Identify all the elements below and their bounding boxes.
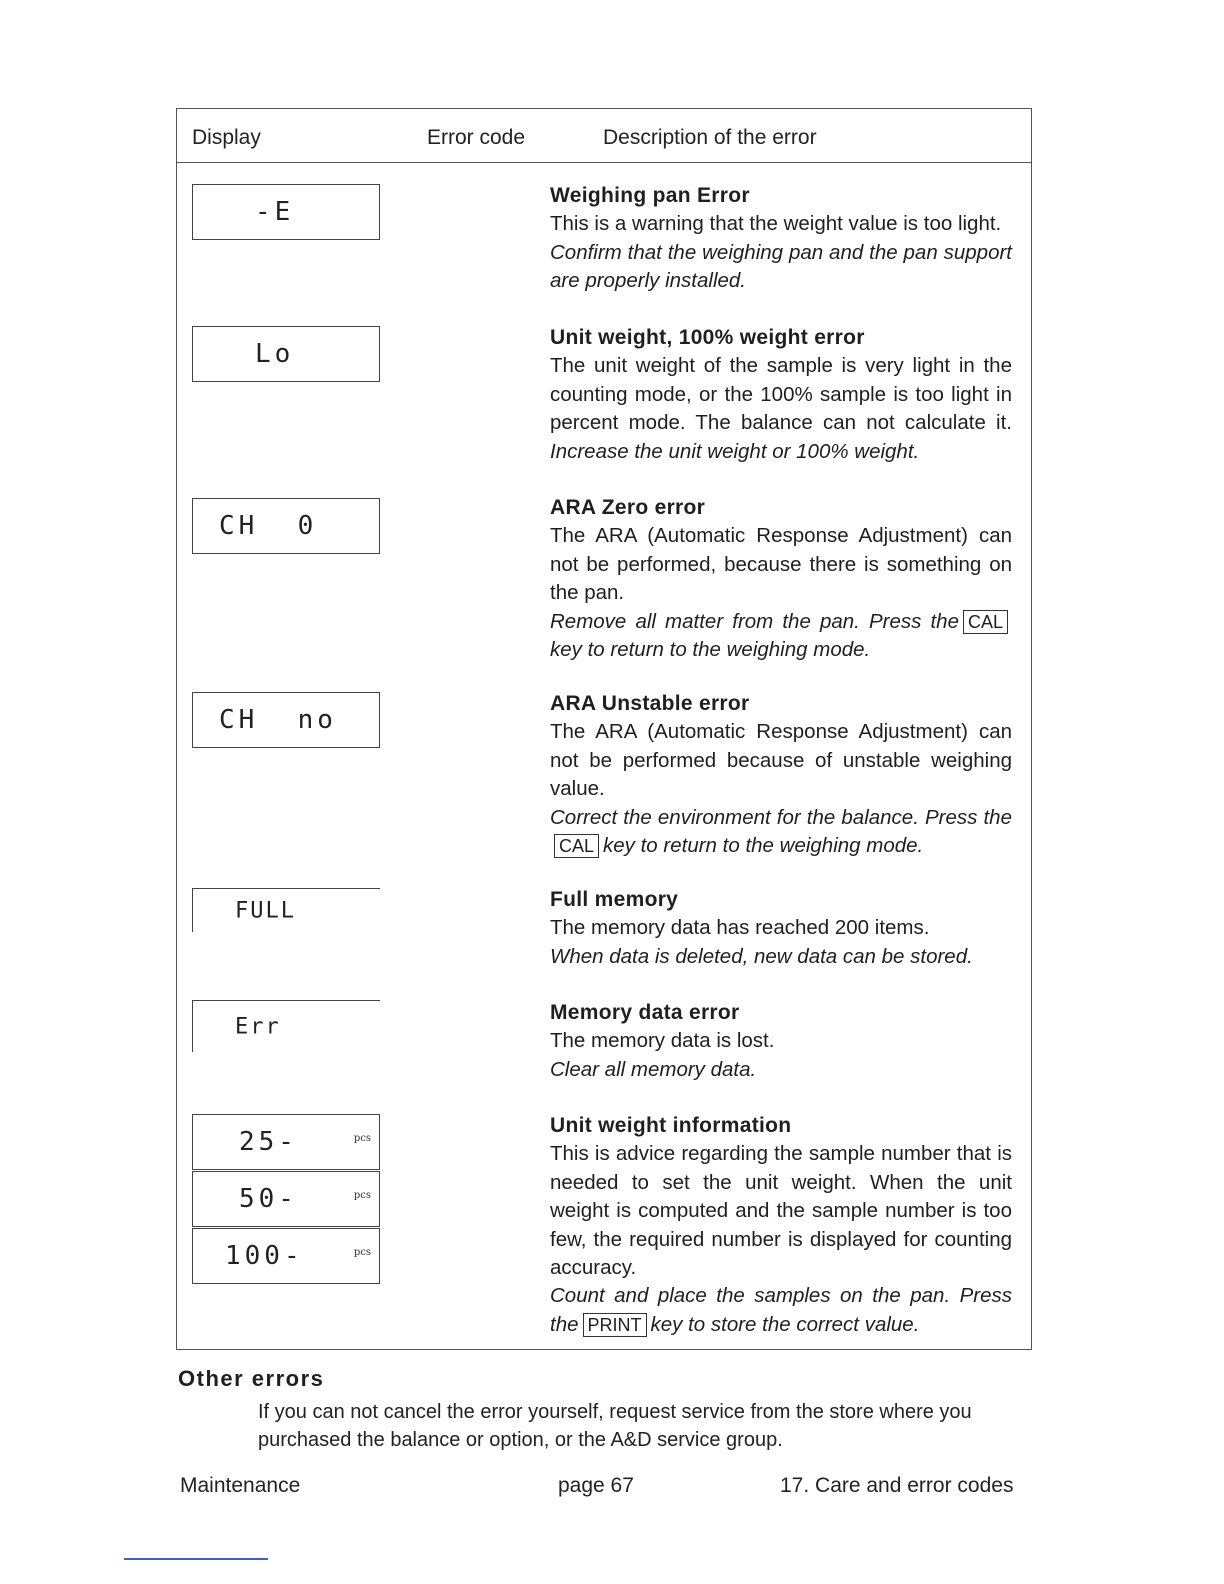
error-action: Count and place the samples on the pan. Press the PRINT key to store the correct value. xyxy=(550,1284,1012,1336)
error-action: Remove all matter from the pan. Press the CALkey to return to the weighing mode. xyxy=(550,608,1012,665)
lcd-readout: 25- xyxy=(239,1127,298,1157)
error-title: Unit weight, 100% weight error xyxy=(550,326,865,349)
error-entry-memory-data xyxy=(550,999,1012,1084)
error-title: Full memory xyxy=(550,888,679,911)
lcd-readout: -E xyxy=(255,197,295,227)
cal-key: CAL xyxy=(963,610,1008,634)
lcd-readout: 100- xyxy=(225,1241,304,1271)
error-entry-full-memory xyxy=(550,886,1012,971)
error-entry-ara-zero xyxy=(550,494,1012,664)
page-number: page 67 xyxy=(558,1474,634,1497)
lcd-readout: Err xyxy=(235,1014,281,1039)
column-header-display: Display xyxy=(192,126,261,149)
error-description: The memory data is lost. xyxy=(550,1029,775,1053)
error-description: This is advice regarding the sample number that is needed to set the unit weight. When the unit weight is computed and the sample number is too few, the required number is displayed for counting accuracy. xyxy=(550,1142,1012,1280)
lcd-readout: CH no xyxy=(219,705,337,735)
error-action: Confirm that the weighing pan and the pan support are properly installed. xyxy=(550,240,1012,293)
error-title: Weighing pan Error xyxy=(550,184,750,207)
bottom-rule xyxy=(124,1558,268,1560)
lcd-readout: Lo xyxy=(255,339,295,369)
error-description: This is a warning that the weight value is too light. xyxy=(550,212,1002,236)
column-header-error-code: Error code xyxy=(427,126,526,149)
error-title: ARA Unstable error xyxy=(550,692,750,715)
lcd-display-ch-zero xyxy=(192,498,380,554)
error-description: The unit weight of the sample is very light in the counting mode, or the 100% sample is too light in percent mode. The balance can not calculate it. Increase the unit weight or 100% weight. xyxy=(550,354,1012,463)
other-errors-heading: Other errors xyxy=(178,1366,325,1391)
error-description: The ARA (Automatic Response Adjustment) can not be performed because of unstable weighing value. xyxy=(550,720,1012,801)
error-action: Correct the environment for the balance. Press theCAL key to return to the weighing mode. xyxy=(550,805,1012,858)
error-entry-weighing-pan xyxy=(550,182,1012,296)
error-action: When data is deleted, new data can be stored. xyxy=(550,944,973,968)
error-entry-ara-unstable xyxy=(550,690,1012,860)
error-title: Memory data error xyxy=(550,1001,740,1024)
error-title: ARA Zero error xyxy=(550,496,706,519)
column-header-description: Description of the error xyxy=(603,126,817,149)
error-description: The ARA (Automatic Response Adjustment) can not be performed, because there is something on the pan. xyxy=(550,524,1012,605)
other-errors-text: If you can not cancel the error yourself, request service from the store where you purchased the balance or option, or the A&D service group. xyxy=(258,1401,972,1451)
error-action: Clear all memory data. xyxy=(550,1057,757,1081)
lcd-display-lo xyxy=(192,326,380,382)
lcd-readout: CH 0 xyxy=(219,511,318,541)
footer-section: Maintenance xyxy=(180,1474,301,1497)
print-key: PRINT xyxy=(583,1313,647,1337)
lcd-display-50-pcs xyxy=(192,1171,380,1227)
cal-key: CAL xyxy=(554,834,599,858)
lcd-readout: FULL xyxy=(235,898,296,923)
lcd-display-full xyxy=(192,888,380,932)
lcd-display-25-pcs xyxy=(192,1114,380,1170)
lcd-readout: 50- xyxy=(239,1184,298,1214)
error-description: The memory data has reached 200 items. xyxy=(550,916,930,940)
error-title: Unit weight information xyxy=(550,1114,792,1137)
unit-label: pcs xyxy=(353,1133,371,1144)
footer-chapter: 17. Care and error codes xyxy=(780,1474,1014,1497)
lcd-display-ch-no xyxy=(192,692,380,748)
lcd-display-err xyxy=(192,1000,380,1052)
unit-label: pcs xyxy=(353,1190,371,1201)
error-action: Increase the unit weight or 100% weight. xyxy=(550,439,920,463)
error-entry-unit-weight-info xyxy=(550,1112,1012,1339)
error-entry-unit-weight xyxy=(550,324,1012,466)
unit-label: pcs xyxy=(353,1247,371,1258)
header-divider xyxy=(176,162,1032,163)
lcd-display-weighing-pan xyxy=(192,184,380,240)
lcd-display-100-pcs xyxy=(192,1228,380,1284)
